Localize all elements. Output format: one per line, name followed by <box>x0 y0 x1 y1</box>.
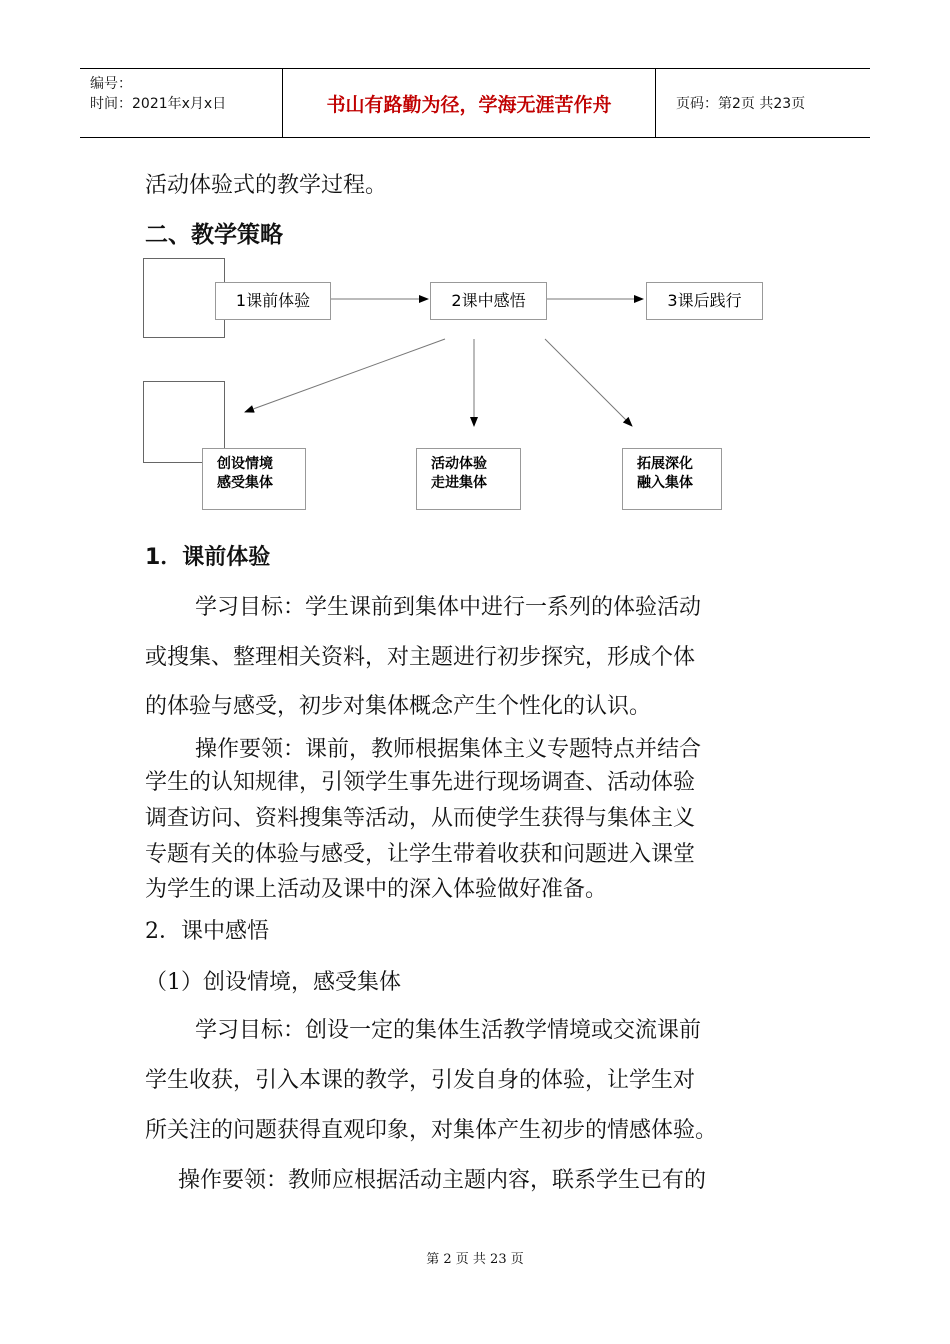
arrow-to-sub3 <box>545 339 632 426</box>
heading-2: 2．课中感悟 <box>145 919 269 944</box>
p1-line1: 学习目标：学生课前到集体中进行一系列的体验活动 <box>195 595 702 620</box>
sub3-box <box>622 448 722 510</box>
step1-box <box>215 282 331 320</box>
number-label: 编号： <box>90 76 132 92</box>
heading-3: （1）创设情境，感受集体 <box>145 970 401 995</box>
page-footer: 第 2 页 共 23 页 <box>426 1252 524 1267</box>
heading-1: 1．课前体验 <box>145 545 271 570</box>
p2-line3: 调查访问、资料搜集等活动，从而使学生获得与集体主义 <box>145 806 696 831</box>
p2-line2: 学生的认知规律，引领学生事先进行现场调查、活动体验 <box>145 770 696 795</box>
p3-line3: 所关注的问题获得直观印象，对集体产生初步的情感体验。 <box>145 1118 718 1143</box>
sub2-line1: 活动体验 <box>431 456 487 472</box>
sub1-line2: 感受集体 <box>217 475 273 491</box>
sub3-line2: 融入集体 <box>637 475 693 491</box>
step2-box <box>430 282 547 320</box>
intro-line: 活动体验式的教学过程。 <box>145 173 388 198</box>
sub2-box <box>416 448 521 510</box>
arrow-to-sub1 <box>245 339 445 412</box>
p1-line2: 或搜集、整理相关资料，对主题进行初步探究，形成个体 <box>145 645 696 670</box>
step2-label: 2课中感悟 <box>451 291 526 310</box>
p2-line1: 操作要领：课前，教师根据集体主义专题特点并结合 <box>195 737 702 762</box>
step3-label: 3课后践行 <box>667 291 742 310</box>
step3-box <box>646 282 763 320</box>
section-title: 二、教学策略 <box>145 222 283 248</box>
sub1-line1: 创设情境 <box>217 456 273 472</box>
time-label: 时间：2021年x月x日 <box>90 96 227 112</box>
empty-box-top <box>143 258 225 338</box>
p2-line4: 专题有关的体验与感受，让学生带着收获和问题进入课堂 <box>145 842 696 867</box>
header-motto: 书山有路勤为径，学海无涯苦作舟 <box>283 69 656 137</box>
p2-line5: 为学生的课上活动及课中的深入体验做好准备。 <box>145 877 608 902</box>
sub2-line2: 走进集体 <box>431 475 487 491</box>
sub1-box <box>202 448 306 510</box>
p3-line2: 学生收获，引入本课的教学，引发自身的体验，让学生对 <box>145 1068 696 1093</box>
p4-line1: 操作要领：教师应根据活动主题内容，联系学生已有的 <box>178 1168 707 1193</box>
sub3-line1: 拓展深化 <box>637 456 693 472</box>
p3-line1: 学习目标：创设一定的集体生活教学情境或交流课前 <box>195 1018 702 1043</box>
step1-label: 1课前体验 <box>235 291 311 310</box>
p1-line3: 的体验与感受，初步对集体概念产生个性化的认识。 <box>145 694 652 719</box>
page-info-text: 页码：第2页 共23页 <box>676 96 806 112</box>
